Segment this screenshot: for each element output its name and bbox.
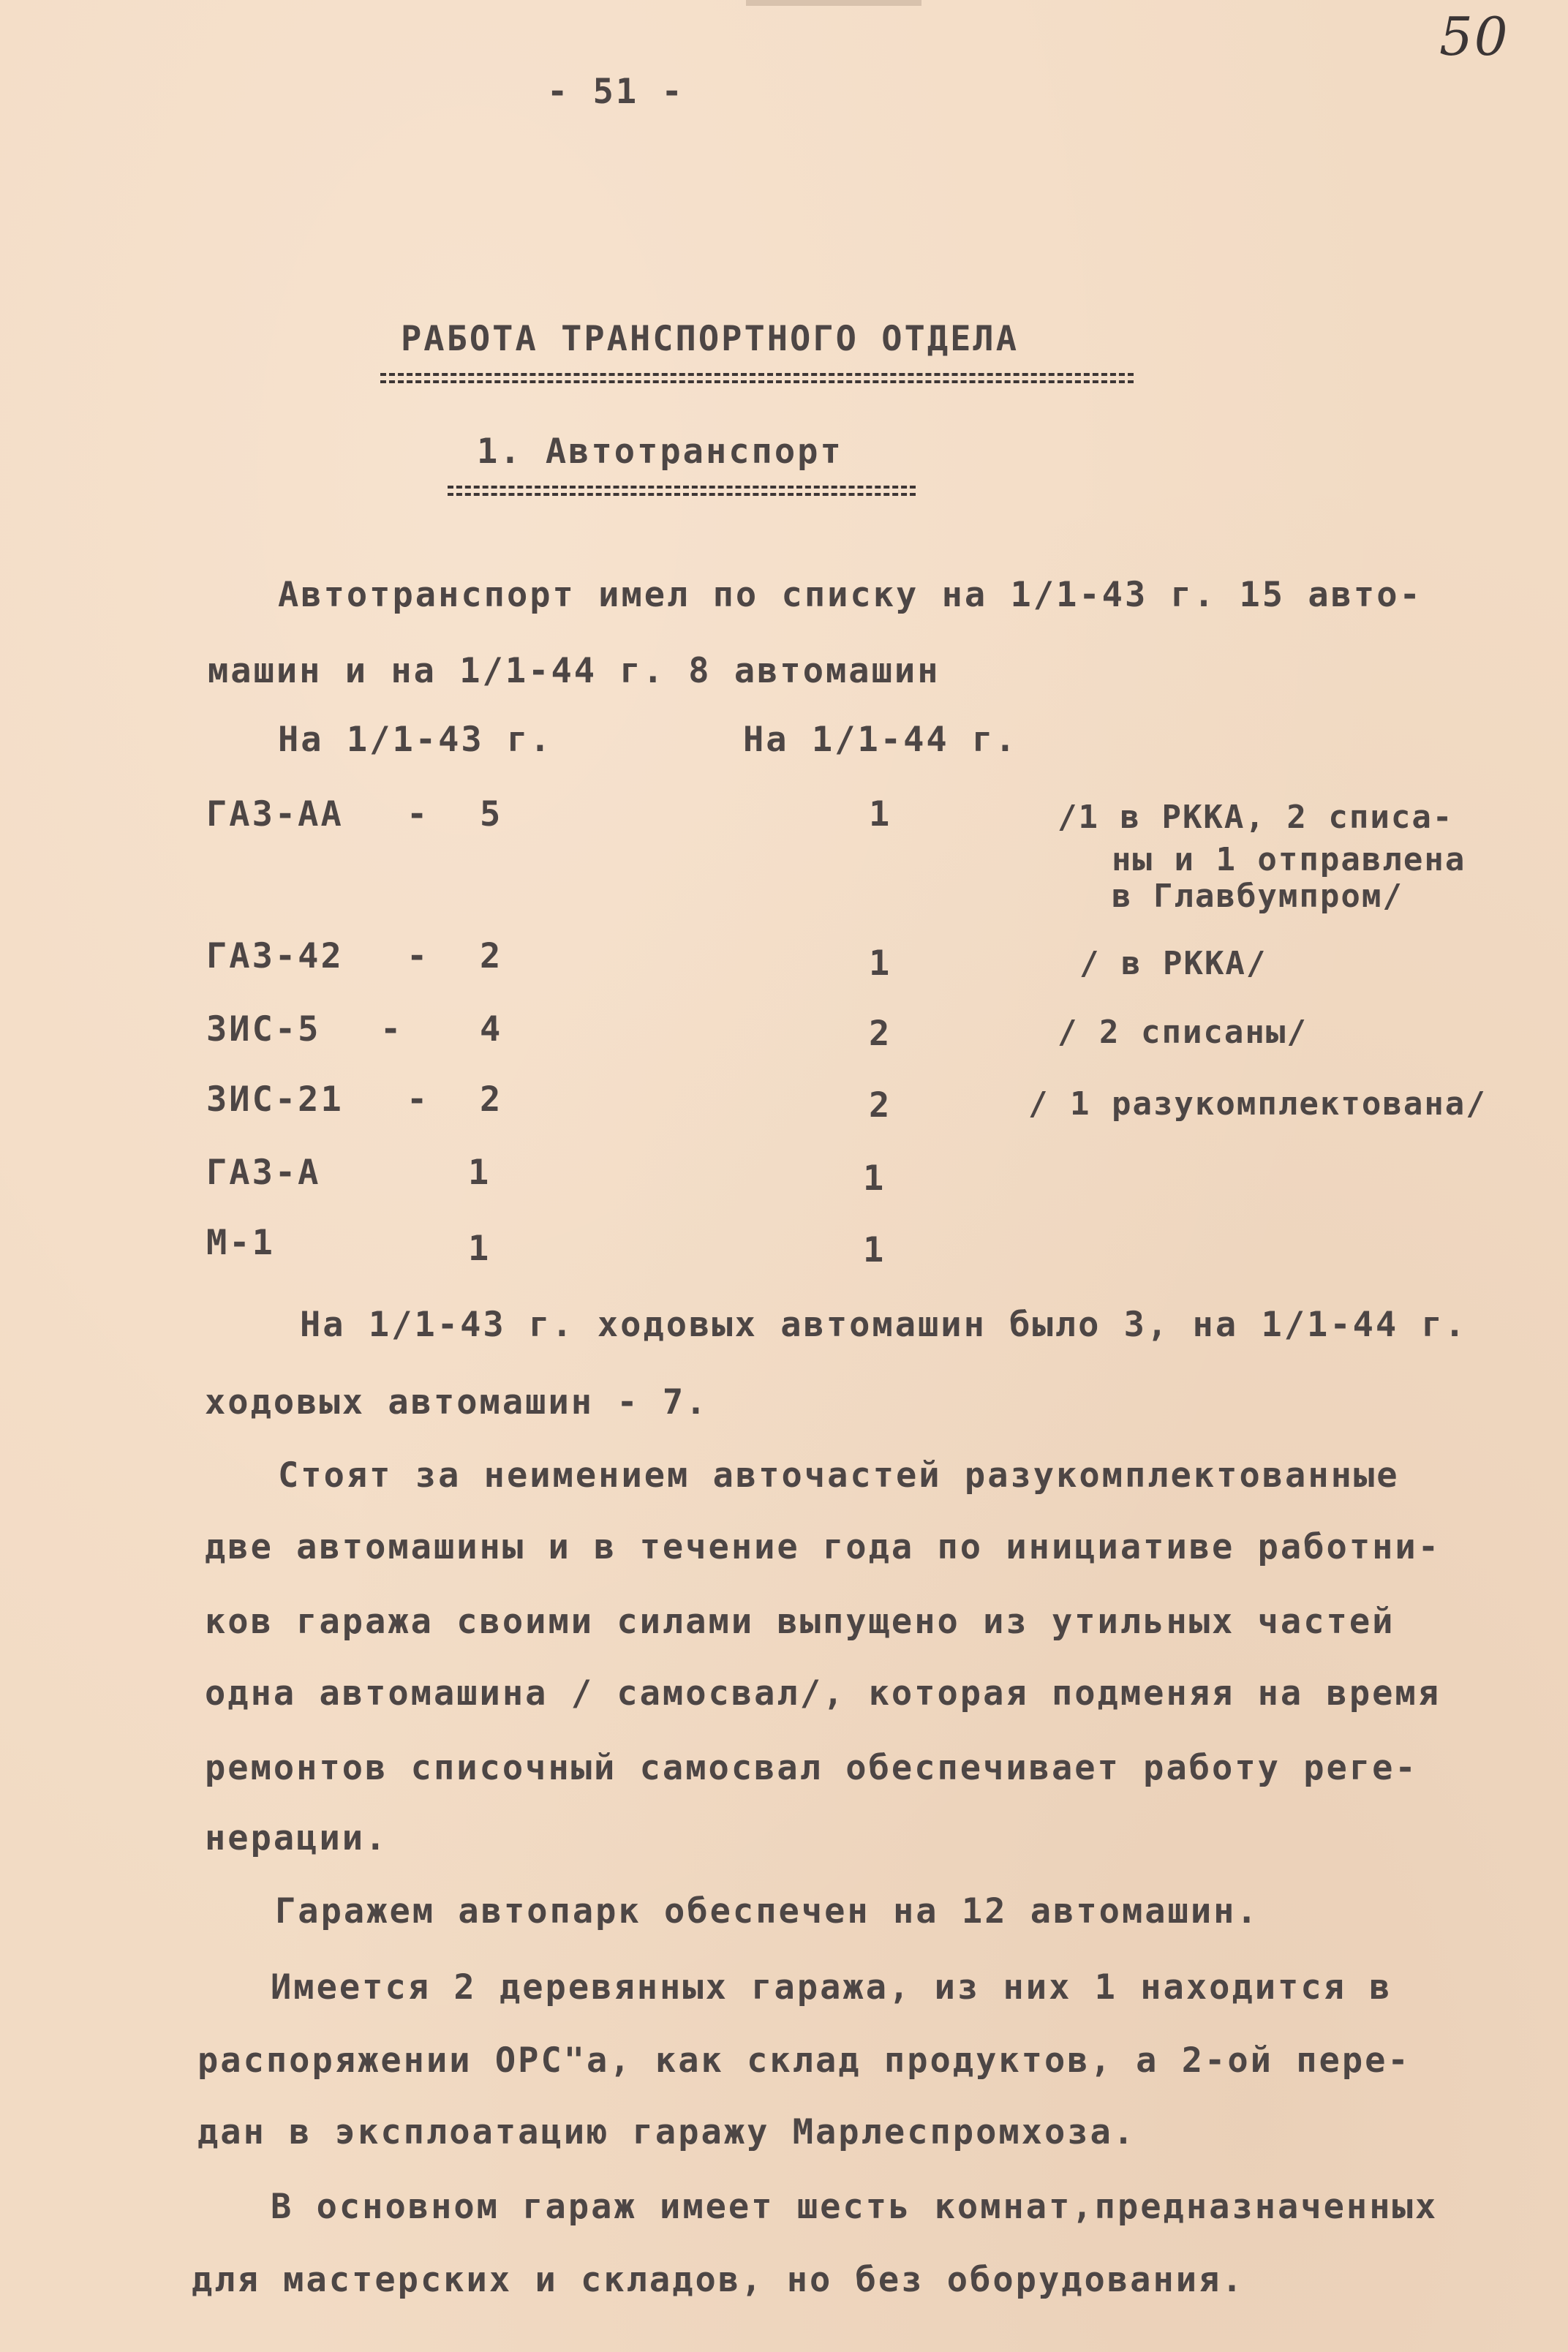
table-row-count43: 2: [480, 1079, 503, 1120]
table-row-note: / в РККА/: [1079, 945, 1267, 982]
intro-line-1: Автотранспорт имел по списку на 1/1-43 г. 15 авто-: [278, 575, 1422, 615]
paragraph-line: На 1/1-43 г. ходовых автомашин было 3, на 1/1-44 г.: [300, 1305, 1468, 1345]
paragraph-line: дан в эксплоатацию гаражу Марлеспромхоза.: [197, 2112, 1137, 2152]
typed-page-number: - 51 -: [547, 72, 685, 112]
table-row-model: М-1: [206, 1223, 275, 1263]
title-underline-2: [380, 380, 1134, 383]
table-row-count44: 2: [869, 1014, 892, 1054]
paragraph-line: ремонтов списочный самосвал обеспечивает работу реге-: [205, 1748, 1418, 1788]
table-row-dash: -: [380, 1009, 404, 1049]
handwritten-page-number: 50: [1439, 6, 1509, 67]
table-row-note: / 1 разукомплектована/: [1028, 1085, 1487, 1123]
table-row-count43: 4: [480, 1009, 503, 1049]
paragraph-line: Стоят за неимением авточастей разукомплектованные: [278, 1455, 1400, 1496]
paragraph-line: для мастерских и складов, но без оборудования.: [192, 2260, 1245, 2300]
document-title: РАБОТА ТРАНСПОРТНОГО ОТДЕЛА: [401, 319, 1019, 359]
table-row-count43: 5: [480, 794, 503, 834]
paragraph-line: одна автомашина / самосвал/, которая подменяя на время: [205, 1673, 1441, 1714]
table-row-count43: 2: [480, 936, 503, 976]
paragraph-line: нерации.: [205, 1818, 388, 1858]
section-underline: [448, 486, 916, 489]
section-heading: 1. Автотранспорт: [477, 431, 843, 472]
paragraph-line: ков гаража своими силами выпущено из утильных частей: [205, 1602, 1395, 1642]
paragraph-line: Имеется 2 деревянных гаража, из них 1 находится в: [271, 1967, 1392, 2008]
table-row-count43: 1: [468, 1153, 491, 1193]
table-row-dash: -: [407, 1079, 430, 1120]
paragraph-line: две автомашины и в течение года по инициативе работни-: [205, 1527, 1441, 1567]
table-header-44: На 1/1-44 г.: [743, 720, 1018, 760]
table-row-model: ГАЗ-АА: [206, 794, 344, 834]
table-row-count44: 2: [869, 1085, 892, 1126]
table-row-count43: 1: [468, 1229, 491, 1269]
table-row-count44: 1: [863, 1230, 886, 1270]
table-row-count44: 1: [863, 1158, 886, 1199]
table-row-note: ны и 1 отправлена: [1112, 841, 1466, 878]
table-row-note: / 2 списаны/: [1058, 1014, 1308, 1051]
title-underline: [380, 373, 1134, 376]
table-row-model: ГАЗ-42: [206, 936, 344, 976]
table-row-model: ЗИС-21: [206, 1079, 344, 1120]
table-header-43: На 1/1-43 г.: [278, 720, 553, 760]
paper-edge: [746, 0, 921, 6]
table-row-model: ЗИС-5: [206, 1009, 321, 1049]
table-row-note: в Главбумпром/: [1112, 878, 1403, 915]
table-row-count44: 1: [869, 943, 892, 984]
paragraph-line: Гаражем автопарк обеспечен на 12 автомашин.: [275, 1891, 1259, 1931]
table-row-model: ГАЗ-А: [206, 1153, 321, 1193]
table-row-dash: -: [407, 936, 430, 976]
table-row-note: /1 в РККА, 2 списа-: [1058, 799, 1454, 836]
table-row-dash: -: [407, 794, 430, 834]
section-underline-2: [448, 493, 916, 496]
paragraph-line: ходовых автомашин - 7.: [205, 1382, 709, 1422]
paragraph-line: В основном гараж имеет шесть комнат,предназначенных: [271, 2187, 1439, 2227]
intro-line-2: машин и на 1/1-44 г. 8 автомашин: [208, 651, 941, 691]
table-row-count44: 1: [869, 794, 892, 834]
paragraph-line: распоряжении ОРС"а, как склад продуктов, а 2-ой пере-: [197, 2040, 1411, 2081]
